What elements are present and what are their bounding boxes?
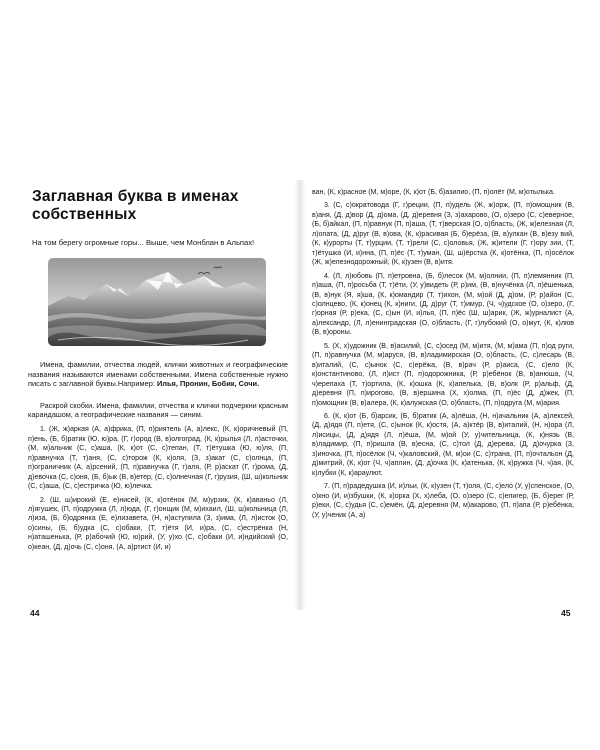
- page-number-left: 44: [30, 608, 40, 618]
- exercise-1: 1. (Ж, ж)аркая (А, а)фрика, (П, п)риятель (А, а)лекс, (К, к)оричневый (П, п)ень, (Б, б)ратик (Ю, ю)ра, (Г, г)ород (В, в)олгоград, (К, к)рылья (Л, л)асточки, (М, м)альчик (С, с)аша, (К, к)от (С, с)тепан, (Т, т)ётушка (Ю, ю)ля, (П, п)равнучка (Т, т)аня, (С, с)торож (К, к)оля, (З, з)акат (С, с)олнца, (П, п)ограничник (А, а)рсений, (П, п)равнучка (Г, г)аля, (Р, р)аскат (Г, г)рома, (Д, д)евочка (С, с)оня, (Б, б)ык (В, в)етер, (С, с)олнечная (Г, г)рузия, (Ш, ш)кольник (С, с)аша, (С, с)естричка (Ю, ю)лечка.: [28, 426, 288, 491]
- rule-text: [28, 360, 288, 389]
- left-page: [28, 188, 288, 556]
- mountain-sea-illustration: [48, 258, 266, 346]
- epigraph: На том берегу огромные горы... Выше, чем Монблан в Альпах!: [32, 238, 255, 247]
- book-gutter: [294, 180, 306, 610]
- exercise-6: 6. (К, к)от (Б, б)арсик, (Б, б)ратик (А, а)лёша, (Н, н)ачальник (А, а)лексей, (Д, д)ядя (П, п)етя, (С, с)ынок (К, к)остя, (А, а)ктёр (В, в)италий, (Н, н)ора (Л, л)исицы, (Д, д)ядя (Л, л)ёша, (М, м)ой (У, у)чительница, (К, к)нязь (В, в)ладимир, (П, п)ришла (В, в)есна, (С, с)тол (Д, д)ерева, (Д, д)очурка (З, з)иночка, (П, п)осёлок (Ч, ч)каловский, (М, м)ои (С, с)трана, (П, п)очтальон (Д, д)митрий, (К, к)от (Ч, ч)аплин, (Д, д)очка (К, к)атенька, (К, к)ружка (Ч, ч)ая, (К, к)лубки (К, к)араулют.: [312, 412, 574, 477]
- exercise-7: 7. (П, п)радедушка (И, и)льи, (К, к)узен (Т, т)оля, (С, с)ело (У, у)спенское, (О, о)кно (И, и)збушки, (К, к)орка (Х, х)леба, (О, о)зеро (С, с)елигер, (Б, б)ерег (Р, р)еки, (С, с)удья (С, с)емён, (Д, д)еревня (М, м)акарово, (П, п)апа (Р, р)ебёнка, (У, у)ченик (А, а): [312, 483, 574, 519]
- page-number-right: 45: [561, 608, 571, 618]
- rule-definition: Имена, фамилии, отчества людей, клички животных и географические названия называются именами собственными. Имена собственные нужно писать с заглавной буквы.Например:: [28, 360, 288, 389]
- task-instruction: Раскрой скобки. Имена, фамилии, отчества и клички подчеркни красным карандашом, а географические названия — синим.: [28, 400, 288, 420]
- exercise-3: 3. (С, с)ократовода (Г, г)реции, (П, п)удель (Ж, ж)орж, (П, п)омощник (В, в)аня, (Д, д)вор (Д, д)ома, (Д, д)еревня (З, з)ахарово, (О, о)зеро (С, с)еверное, (Б, б)айкал, (П, п)равнук (П, п)аша, (Т, т)верская (О, о)бласть, (Ж, ж)елезная (Л, л)опата, (Д, д)руг (В, в)ова, (К, к)расивая (Б, б)ерёза, (В, в)улкан (В, в)езу вий, (К, к)урорты (Т, т)урции, (Т, т)рели (С, с)оловья, (Ж, ж)ители (Г, г)ору зии, (Т, т)ётушка (И, и)нна, (П, п)ёс (Т, т)уман, (Ш, ш)ёрстка (К, к)отёнка, (П, п)осёлок (Ж, ж)елезнодорожный, (К, к)узен (В, в)итя.: [312, 202, 574, 267]
- exercise-5: 5. (Х, х)удожник (В, в)асилий, (С, с)осед (М, м)итя, (М, м)ама (П, п)од руги, (П, п)равнучка (М, м)аруся, (В, в)ладимирская (О, о)бласть, (С, с)лесарь (В, в)италий, (С, с)ынок (С, с)ерёжа, (В, в)рач (Р, р)аиса, (С, с)ело (К, к)онстантиново, (Л, л)ист (П, п)одорожника, (Р, р)ебёнок (В, в)анюша, (Ч, ч)ерепаха (Т, т)ортила, (К, к)ошка (К, к)апелька, (В, в)олк (Р, р)альф, (Д, д)еревня (П, п)ирогово, (В, в)ершина (Х, х)олма, (П, п)ёс (Д, д)жек, (П, п)омощник (В, в)алера, (К, к)алужская (О, о)бласть, (П, п)одруга (М, м)ария.: [312, 342, 574, 407]
- page-heading: Заглавная буква в именах собственных: [32, 188, 239, 223]
- exercise-2-continued: ван, (К, к)расное (М, м)оре, (К, к)от (Б, б)азилио, (П, п)олёт (М, м)отылька.: [312, 189, 555, 196]
- exercise-4: 4. (Л, л)юбовь (П, п)етровна, (Б, б)лесок (М, м)олнии, (П, п)лемянник (П, п)аша, (П, п)росьба (Т, т)ёти, (У, у)видеть (Р, р)им, (В, в)нучёнка (Л, л)ёшенька, (В, в)нук (Я, я)ша, (К, к)омандир (Т, т)ихон, (М, м)ой (Д, д)ом, (Р, р)айон (С, с)олнцево, (К, к)онец (К, к)ниги, (Д, д)руг (Т, т)имур, (Ч, ч)удское (О, о)зеро, (Г, г)орная (Р, р)ека, (С, с)ын (И, и)лья, (П, п)ёс (Ш, ш)арик, (Ж, ж)урналист (А, а)лександр, (Л, л)енинградская (О, о)бласть, (Г, г)лубокий (О, о)мут, (К, к)люв (В, в)ороны.: [312, 272, 574, 337]
- right-page: [312, 188, 574, 524]
- exercise-2: 2. (Ш, ш)ирокий (Е, е)нисей, (К, к)отёнок (М, м)урзик, (К, к)аваньо (Л, л)ягушек, (П, п)одружка (Л, л)юда, (Г, г)онщик (М, м)ихаил, (Ш, ш)кольница (Л, л)иза, (Б, б)одрянка (Е, е)лизавета, (Н, н)аступила (З, з)има, (Л, л)исток (О, о)сины, (Б, б)удка (С, с)обаки, (Т, т)ётя (И, и)ра, (С, с)естрёнка (Н, н)аташенька, (Р, р)абочий (Ю, ю)рий, (У, у)хо (С, с)обаки (И, и)ндийский (О, о)кеан, (Д, д)очь (С, с)оня, (А, а)ртист (И, и): [28, 496, 288, 551]
- rule-examples: Илья, Пронин, Бобик, Сочи.: [156, 379, 260, 389]
